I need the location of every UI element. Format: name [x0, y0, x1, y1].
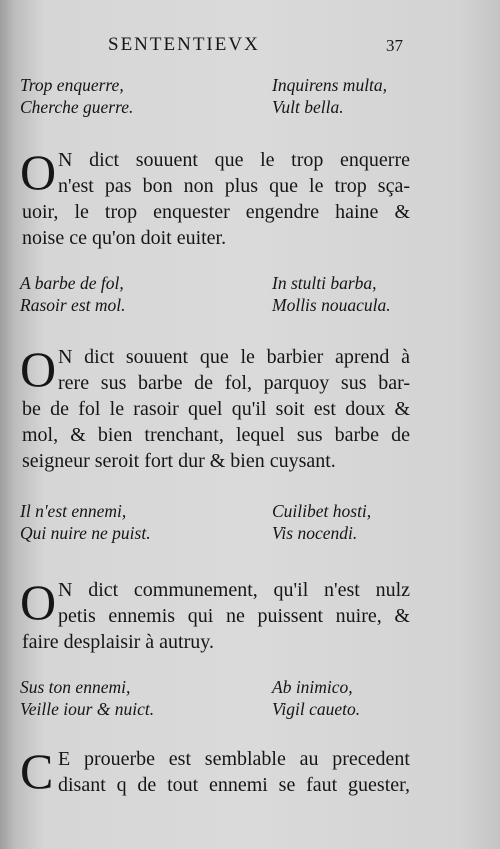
text-line: E prouerbe est semblable au precedent — [58, 748, 410, 770]
proverb-line — [20, 500, 410, 522]
text-line: faire desplaisir à autruy. — [22, 631, 214, 653]
french-proverb: Qui nuire ne puist. — [20, 523, 151, 543]
text-line: rere sus barbe de fol, parquoy sus bar- — [58, 372, 410, 394]
latin-proverb: Ab inimico, — [272, 677, 353, 697]
latin-proverb: Inquirens multa, — [272, 75, 388, 95]
french-proverb: Cherche guerre. — [20, 97, 134, 117]
french-proverb: Sus ton ennemi, — [20, 677, 131, 697]
text-line: uoir, le trop enquester engendre haine & — [22, 201, 410, 223]
drop-cap: O — [20, 574, 57, 630]
proverb-line — [20, 698, 410, 720]
text-line: N dict communement, qu'il n'est nulz — [58, 579, 410, 601]
drop-cap: O — [20, 341, 57, 397]
french-proverb: Trop enquerre, — [20, 75, 124, 95]
french-proverb: Rasoir est mol. — [20, 295, 126, 315]
drop-cap: O — [20, 144, 57, 200]
text-line: disant q de tout ennemi se faut guester, — [58, 774, 410, 796]
commentary-paragraph — [20, 743, 410, 799]
text-line: N dict souuent que le trop enquerre — [58, 149, 410, 171]
latin-proverb: Vult bella. — [272, 97, 344, 117]
proverb-pair — [20, 74, 410, 118]
proverb-line — [20, 676, 410, 698]
latin-proverb: Vis nocendi. — [272, 523, 358, 543]
french-proverb: Il n'est ennemi, — [20, 501, 127, 521]
proverb-line — [20, 272, 410, 294]
text-line: seigneur seroit fort dur & bien cuysant. — [22, 450, 336, 472]
latin-proverb: In stulti barba, — [272, 273, 377, 293]
proverb-pair — [20, 500, 410, 544]
proverb-pair — [20, 272, 410, 316]
latin-proverb: Mollis nouacula. — [272, 295, 391, 315]
drop-cap: C — [20, 743, 54, 799]
latin-proverb: Cuilibet hosti, — [272, 501, 372, 521]
french-proverb: A barbe de fol, — [20, 273, 124, 293]
proverb-line — [20, 96, 410, 118]
latin-proverb: Vigil caueto. — [272, 699, 361, 719]
proverb-line — [20, 74, 410, 96]
commentary-paragraph — [20, 574, 410, 655]
proverb-line — [20, 522, 410, 544]
proverb-pair — [20, 676, 410, 720]
commentary-paragraph — [20, 144, 410, 251]
text-line: n'est pas bon non plus que le trop sça- — [58, 175, 410, 197]
text-line: mol, & bien trenchant, lequel sus barbe de — [22, 424, 410, 446]
page-number: 37 — [386, 36, 403, 55]
running-header: SENTENTIEVX — [108, 34, 260, 55]
french-proverb: Veille iour & nuict. — [20, 699, 155, 719]
commentary-paragraph — [20, 341, 410, 474]
proverb-line — [20, 294, 410, 316]
text-line: be de fol le rasoir quel qu'il soit est doux & — [22, 398, 410, 420]
text-line: N dict souuent que le barbier aprend à — [58, 346, 410, 368]
text-line: petis ennemis qui ne puissent nuire, & — [58, 605, 410, 627]
text-line: noise ce qu'on doit euiter. — [22, 227, 227, 249]
